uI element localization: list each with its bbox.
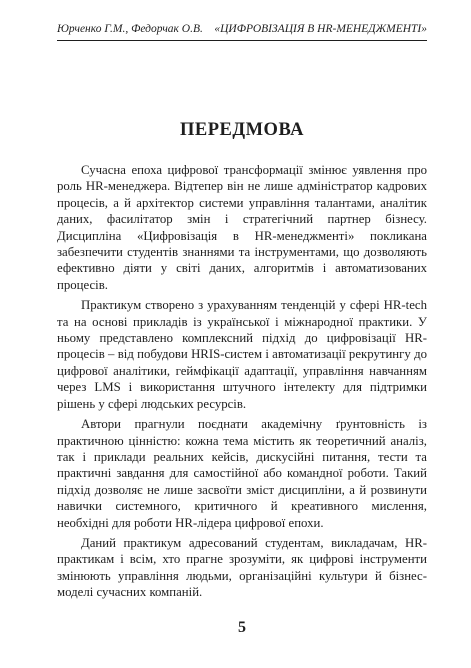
paragraph: Сучасна епоха цифрової трансформації змінює уявлення про роль HR-менеджера. Відтепер він не лише адміністратор кадрових процесів, а й архітектор системи управління талантами, аналітик даних, фасилітатор змін і стратегічний партнер бізнесу. Дисципліна «Цифровізація в HR-менеджменті» покликана забезпечити студентів знаннями та інструментами, що дозволяють ефективно діяти у світі даних, алгоритмів і автоматизованих процесів. [57, 163, 427, 292]
running-header [57, 20, 427, 38]
page-number: 5 [238, 619, 246, 636]
paragraph: Практикум створено з урахуванням тенденцій у сфері HR-tech та на основі прикладів із української і міжнародної практики. У ньому представлено комплексний підхід до цифровізації HR-процесів – від побудови HRIS-систем і автоматизації рекрутингу до цифрової аналітики, геймфікації адаптації, управління навчанням через LMS і використання штучного інтелекту для підтримки рішень у сфері людських ресурсів. [57, 298, 427, 411]
page-title: ПЕРЕДМОВА [180, 120, 304, 140]
header-authors: Юрченко Г.М., Федорчак О.В. [57, 23, 203, 35]
header-divider [57, 40, 427, 41]
paragraph: Автори прагнули поєднати академічну ґрунтовність із практичною цінністю: кожна тема містить як теоретичний аналіз, так і приклади реальних кейсів, дискусійні питання, тести та практичні завдання для самостійної або командної роботи. Такий підхід дозволяє не лише засвоїти зміст дисципліни, а й розвинути навички системного, критичного й креативного мислення, необхідні для роботи HR-лідера цифрової епохи. [57, 417, 427, 530]
header-book-title: «ЦИФРОВІЗАЦІЯ В HR-МЕНЕДЖМЕНТІ» [214, 23, 427, 35]
paragraph: Даний практикум адресований студентам, викладачам, HR-практикам і всім, хто прагне зрозуміти, як цифрові інструменти змінюють управління людьми, організаційні культури й бізнес-моделі сучасних компаній. [57, 535, 427, 600]
body-text [57, 162, 427, 605]
